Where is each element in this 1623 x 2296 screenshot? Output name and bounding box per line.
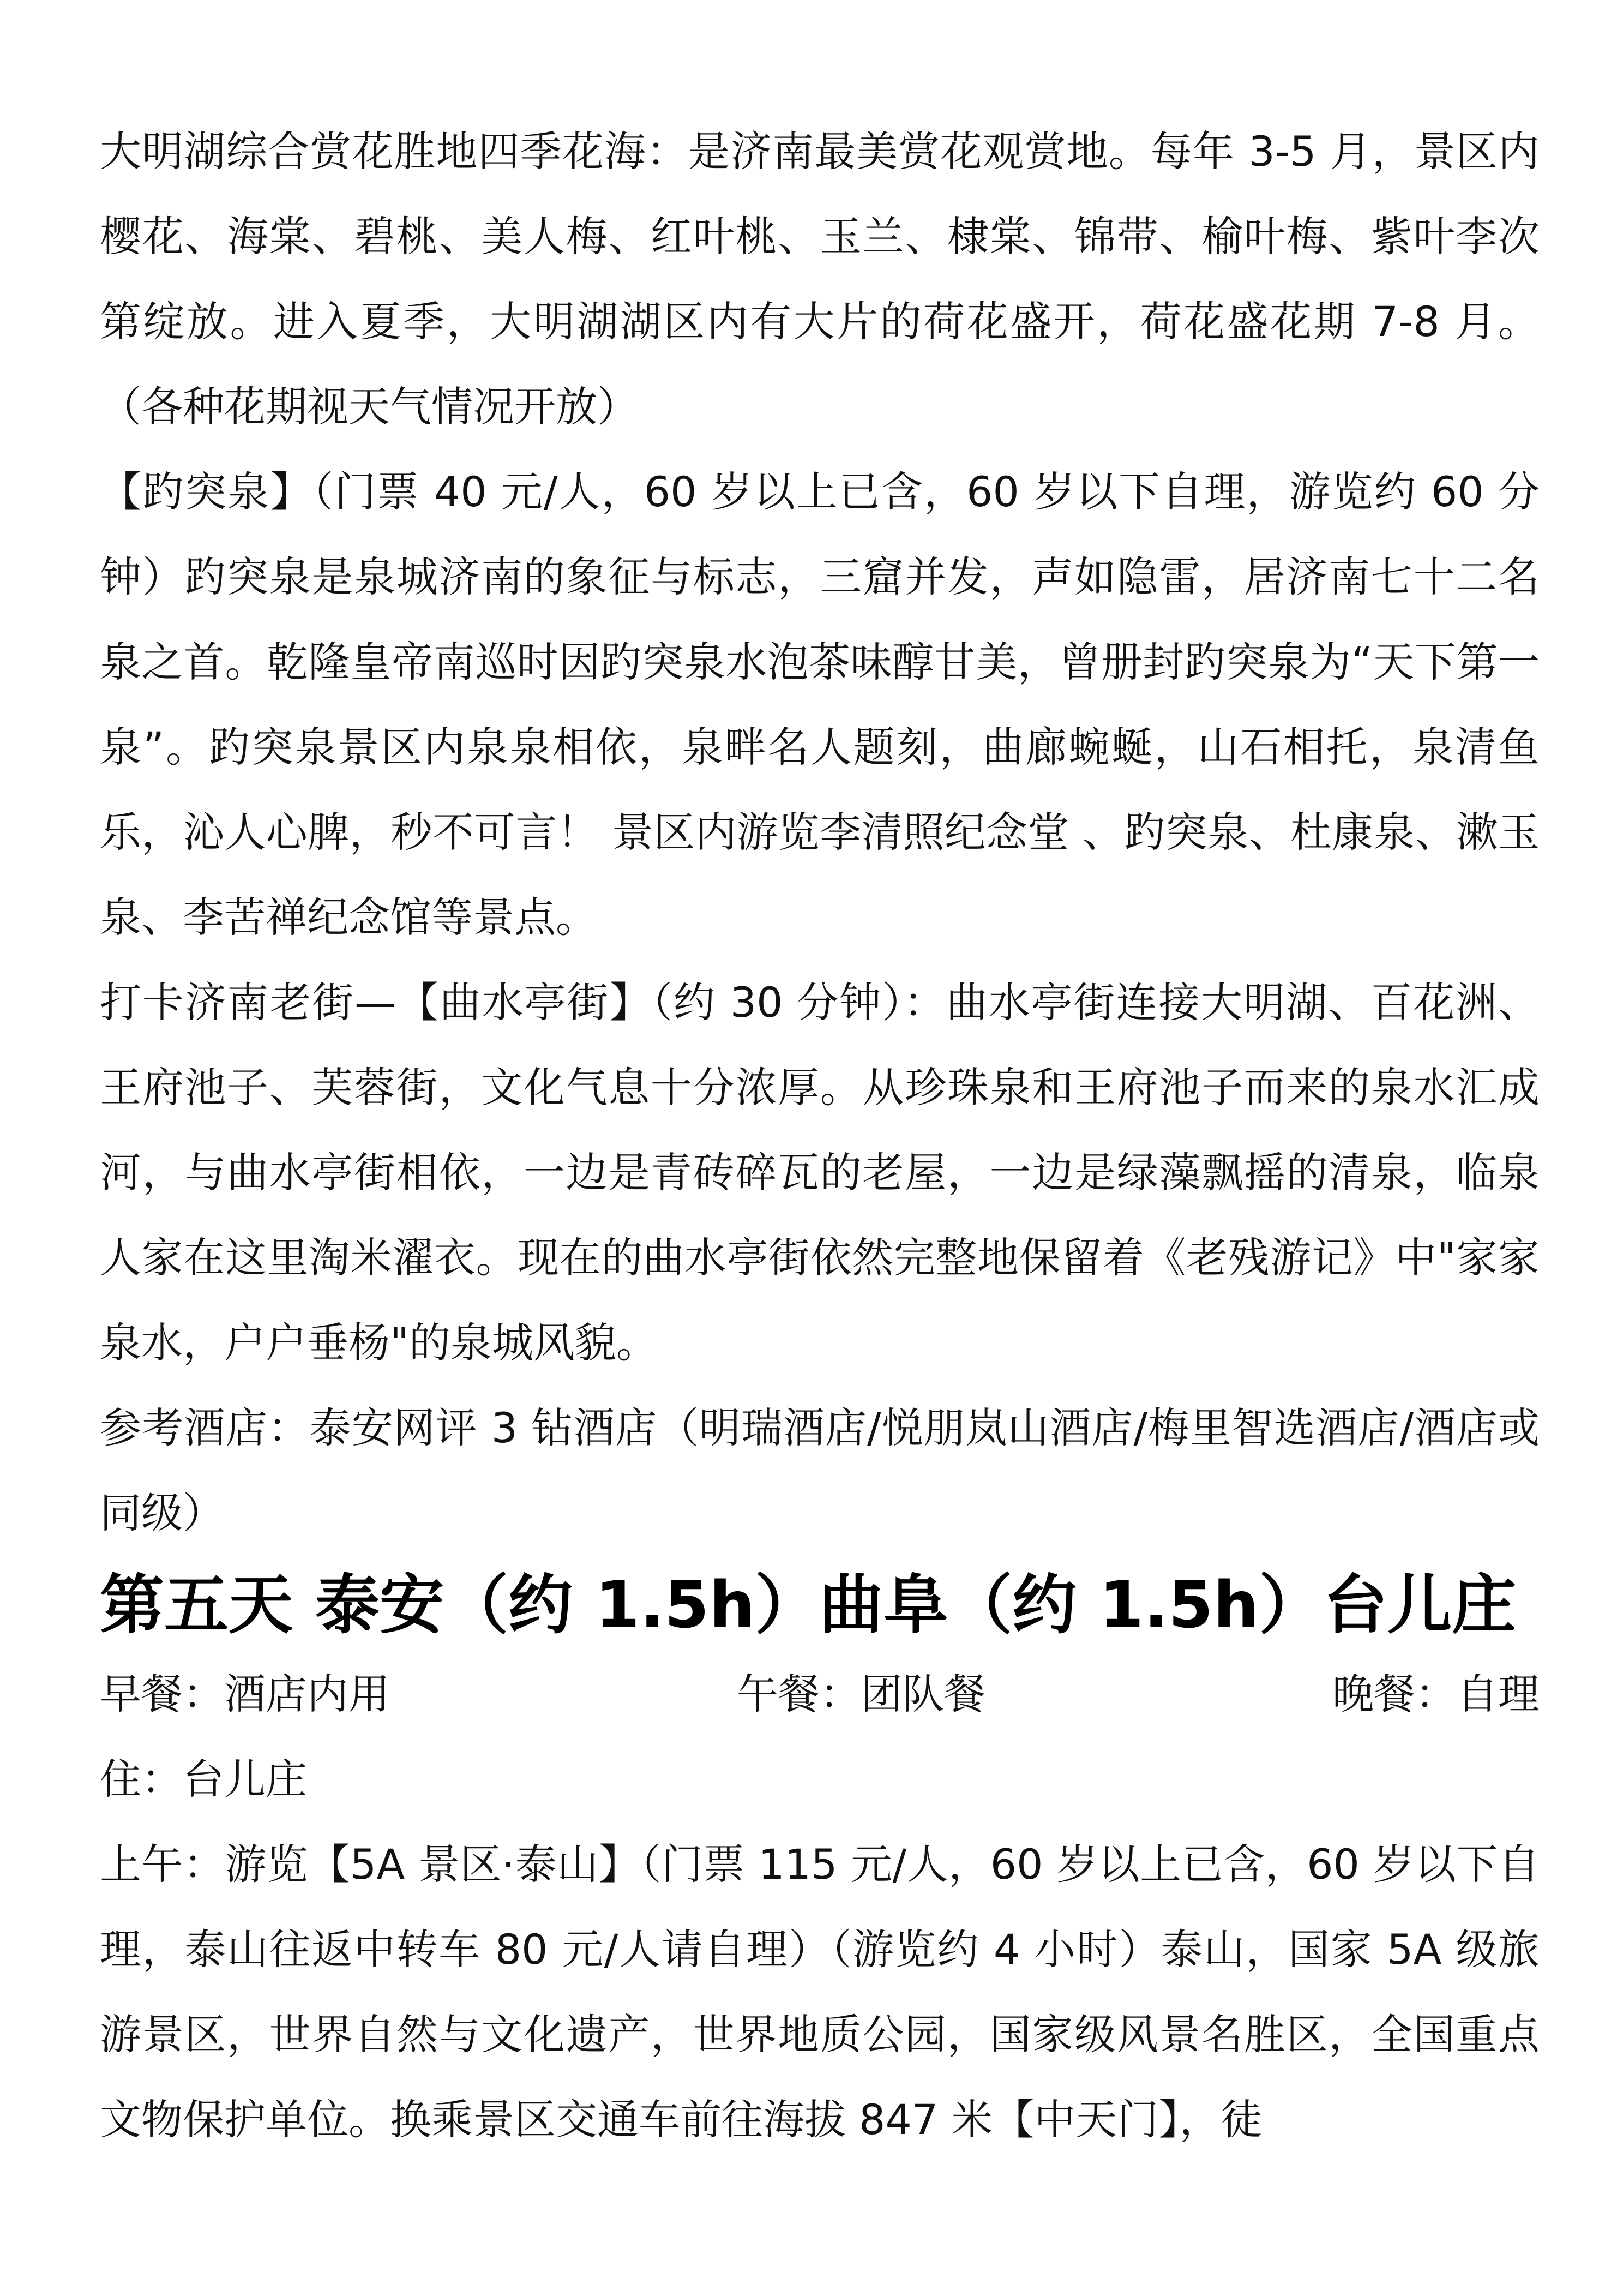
meals-row [100, 1652, 1540, 1737]
paragraph-reference-hotel: 参考酒店：泰安网评 3 钻酒店（明瑞酒店/悦朋岚山酒店/梅里智选酒店/酒店或同级） [100, 1404, 1540, 1537]
dinner-label: 晚餐：自理 [1332, 1670, 1540, 1718]
document-page [100, 109, 1540, 2162]
paragraph-daming-lake-flowers: 大明湖综合赏花胜地四季花海：是济南最美赏花观赏地。每年 3-5 月，景区内樱花、海棠、碧桃、美人梅、红叶桃、玉兰、棣棠、锦带、榆叶梅、紫叶李次第绽放。进入夏季，大明湖湖区内有大片的荷花盛开，荷花盛花期 7-8 月。（各种花期视天气情况开放） [100, 127, 1540, 431]
stay-label: 住：台儿庄 [100, 1755, 307, 1803]
paragraph-baotu-spring: 【趵突泉】（门票 40 元/人，60 岁以上已含，60 岁以下自理，游览约 60 分钟）趵突泉是泉城济南的象征与标志，三窟并发，声如隐雷，居济南七十二名泉之首。乾隆皇帝南巡时因趵突泉水泡茶味醇甘美，曾册封趵突泉为“天下第一泉”。趵突泉景区内泉泉相依，泉畔名人题刻，曲廊蜿蜒，山石相托，泉清鱼乐，沁人心脾，秒不可言！ 景区内游览李清照纪念堂 、趵突泉、杜康泉、漱玉泉、李苦禅纪念馆等景点。 [100, 467, 1540, 942]
paragraph-qushuiting-street: 打卡济南老街—【曲水亭街】（约 30 分钟）：曲水亭街连接大明湖、百花洲、王府池子、芙蓉街，文化气息十分浓厚。从珍珠泉和王府池子而来的泉水汇成河，与曲水亭街相依，一边是青砖碎瓦的老屋，一边是绿藻飘摇的清泉，临泉人家在这里淘米濯衣。现在的曲水亭街依然完整地保留着《老残游记》中"家家泉水，户户垂杨"的泉城风貌。 [100, 978, 1540, 1367]
breakfast-label: 早餐：酒店内用 [100, 1670, 390, 1718]
day5-heading: 第五天 泰安（约 1.5h）曲阜（约 1.5h）台儿庄 [100, 1567, 1517, 1642]
lunch-label: 午餐：团队餐 [737, 1670, 985, 1718]
paragraph-taishan-morning: 上午：游览【5A 景区·泰山】（门票 115 元/人，60 岁以上已含，60 岁以下自理，泰山往返中转车 80 元/人请自理）（游览约 4 小时）泰山，国家 5A 级旅游景区，世界自然与文化遗产，世界地质公园，国家级风景名胜区，全国重点文物保护单位。换乘景区交通车前往海拔 847 米【中天门】，徒 [100, 1840, 1540, 2144]
